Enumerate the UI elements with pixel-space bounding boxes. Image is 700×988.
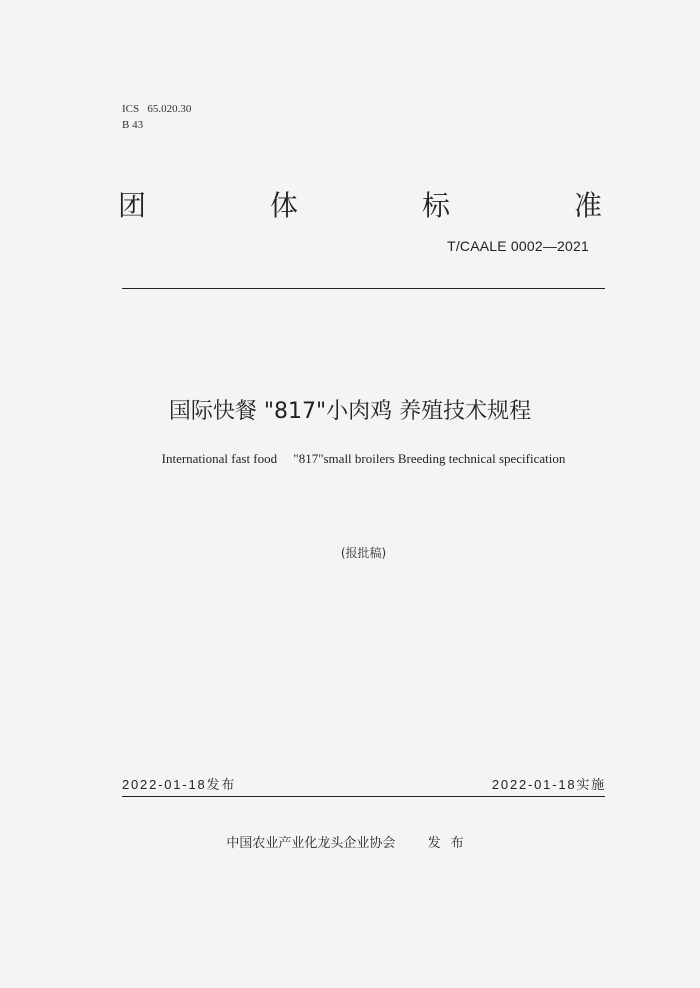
chinese-title: 国际快餐 "817"小肉鸡 养殖技术规程 — [168, 399, 532, 424]
document-type-char-4: 准 — [573, 189, 602, 222]
document-codes — [122, 101, 191, 133]
publish-date: 2022-01-18发布 — [122, 777, 237, 792]
ics-code: ICS 65.020.30 — [122, 103, 192, 115]
issuer-action: 发布 — [427, 836, 474, 851]
english-title: International fast food "817"small broilers Breeding technical specification — [161, 451, 566, 466]
top-divider — [122, 288, 605, 289]
document-type-char-2: 体 — [269, 189, 298, 222]
draft-note: (报批稿) — [340, 546, 387, 560]
bottom-divider — [122, 796, 605, 797]
implement-date: 2022-01-18实施 — [491, 777, 606, 792]
classification-code: B 43 — [122, 119, 144, 131]
issuer-name: 中国农业产业化龙头企业协会 — [226, 836, 396, 851]
issuer-line — [0, 835, 700, 853]
document-type-title — [118, 189, 602, 223]
standard-number: T/CAALE 0002—2021 — [447, 238, 589, 254]
dates-row — [122, 776, 606, 796]
document-type-char-3: 标 — [421, 189, 450, 222]
document-type-char-1: 团 — [118, 189, 147, 222]
